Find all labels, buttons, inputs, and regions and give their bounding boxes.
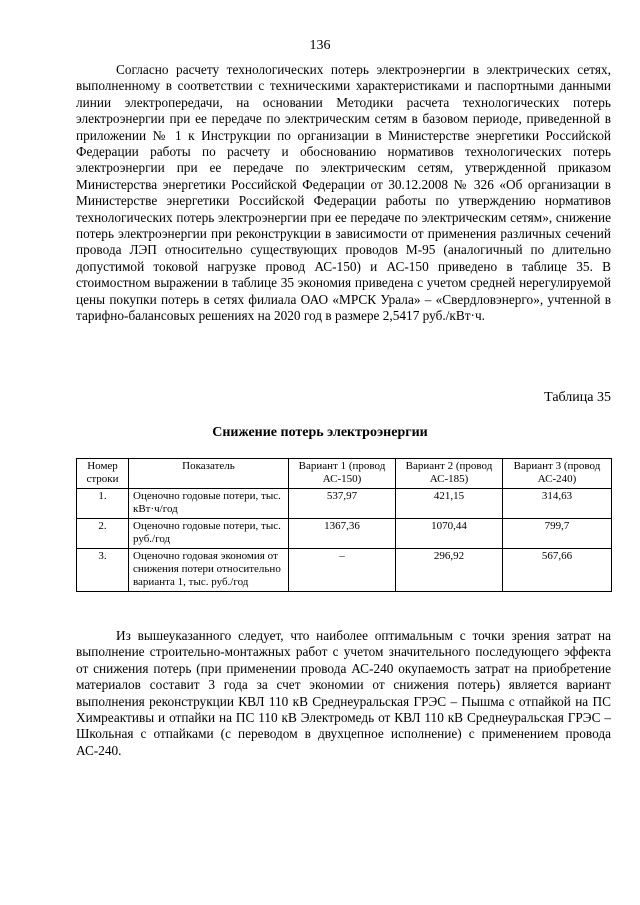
variant-1-cell: – — [289, 549, 396, 592]
table-row — [77, 489, 612, 519]
variant-2-cell: 421,15 — [396, 489, 503, 519]
header-row-number: Номер строки — [77, 459, 129, 489]
variant-3-cell: 314,63 — [503, 489, 612, 519]
table-header-row — [77, 459, 612, 489]
row-number-cell: 2. — [77, 519, 129, 549]
table-row — [77, 519, 612, 549]
variant-1-cell: 537,97 — [289, 489, 396, 519]
header-variant-2: Вариант 2 (провод АС-185) — [396, 459, 503, 489]
header-variant-3: Вариант 3 (провод АС-240) — [503, 459, 612, 489]
row-number-cell: 3. — [77, 549, 129, 592]
indicator-cell: Оценочно годовые потери, тыс. кВт·ч/год — [129, 489, 289, 519]
table-title: Снижение потерь электроэнергии — [212, 425, 428, 440]
variant-2-cell: 296,92 — [396, 549, 503, 592]
variant-3-cell: 567,66 — [503, 549, 612, 592]
indicator-cell: Оценочно годовая экономия от снижения потери относительно варианта 1, тыс. руб./год — [129, 549, 289, 592]
header-indicator: Показатель — [129, 459, 289, 489]
variant-2-cell: 1070,44 — [396, 519, 503, 549]
page-number: 136 — [309, 38, 331, 53]
row-number-cell: 1. — [77, 489, 129, 519]
table-label: Таблица 35 — [544, 390, 611, 405]
conclusion-paragraph: Из вышеуказанного следует, что наиболее оптимальным с точки зрения затрат на выполнение строительно-монтажных работ с учетом значительного последующего эффекта от снижения потерь (при применении провода АС-240 окупаемость затрат на приобретение материалов составит 3 года за счет экономии от снижения потерь) является вариант выполнения реконструкции КВЛ 110 кВ Среднеуральская ГРЭС – Пышма с отпайкой на ПС Химреактивы и отпайки на ПС 110 кВ Электромедь от КВЛ 110 кВ Среднеуральская ГРЭС – Школьная с отпайками (с переводом в двухцепное исполнение) с применением провода АС-240. — [76, 628, 611, 758]
table-row — [77, 549, 612, 592]
variant-3-cell: 799,7 — [503, 519, 612, 549]
intro-paragraph: Согласно расчету технологических потерь электроэнергии в электрических сетях, выполненному в соответствии с техническими характеристиками и паспортными данными линии электропередачи, на основании Методики расчета технологических потерь электроэнергии при ее передаче по электрическим сетям в базовом периоде, приведенной в приложении № 1 к Инструкции по организации в Министерстве энергетики Российской Федерации работы по расчету и обоснованию нормативов технологических потерь электроэнергии при ее передаче по электрическим сетям, утвержденной приказом Министерства энергетики Российской Федерации от 30.12.2008 № 326 «Об организации в Министерстве энергетики Российской Федерации работы по утверждению нормативов технологических потерь электроэнергии при ее передаче по электрическим сетям», снижение потерь электроэнергии при реконструкции в зависимости от применения различных сечений провода ЛЭП относительно существующих проводов М-95 (аналогичный по длительно допустимой токовой нагрузке провод АС-150) и АС-150 приведено в таблице 35. В стоимостном выражении в таблице 35 экономия приведена с учетом средней нерегулируемой цены покупки потерь в сетях филиала ОАО «МРСК Урала» – «Свердловэнерго», учтенной в тарифно-балансовых решениях на 2020 год в размере 2,5417 руб./кВт·ч. — [76, 62, 611, 324]
header-variant-1: Вариант 1 (провод АС-150) — [289, 459, 396, 489]
variant-1-cell: 1367,36 — [289, 519, 396, 549]
indicator-cell: Оценочно годовые потери, тыс. руб./год — [129, 519, 289, 549]
loss-reduction-table — [76, 458, 612, 592]
